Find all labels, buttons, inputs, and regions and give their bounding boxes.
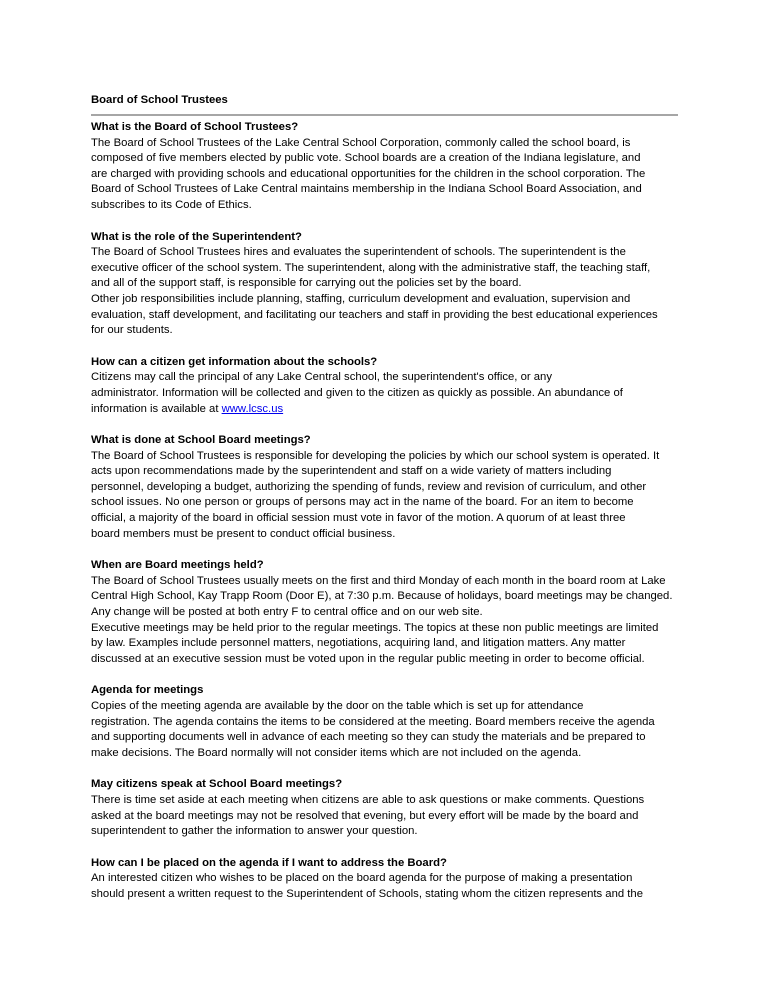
body-line: composed of five members elected by public vote. School boards are a creation of the Indiana legislature, and xyxy=(91,152,641,165)
section-body xyxy=(91,136,681,214)
body-line: Copies of the meeting agenda are available by the door on the table which is set up for attendance xyxy=(91,700,584,712)
section-superintendent-role xyxy=(91,230,681,339)
body-line: administrator. Information will be collected and given to the citizen as quickly as possible. An abundance of xyxy=(91,386,623,399)
body-line: The Board of School Trustees of the Lake Central School Corporation, commonly called the school board, is xyxy=(91,136,631,149)
body-line: and all of the support staff, is responsible for carrying out the policies set by the board. xyxy=(91,277,522,290)
body-line: board members must be present to conduct official business. xyxy=(91,527,396,540)
section-heading: How can a citizen get information about the schools? xyxy=(91,355,378,368)
body-line: Any change will be posted at both entry F to central office and on our web site. xyxy=(91,606,483,619)
section-body xyxy=(91,699,681,761)
body-line: asked at the board meetings may not be resolved that evening, but every effort will be made by the board and xyxy=(91,809,639,822)
body-line: acts upon recommendations made by the superintendent and staff on a wide variety of matters including xyxy=(91,465,612,478)
body-line: should present a written request to the Superintendent of Schools, stating whom the citizen represents and the xyxy=(91,887,643,900)
section-body xyxy=(91,245,681,339)
section-agenda-placement xyxy=(91,856,681,903)
section-meeting-agenda xyxy=(91,683,681,761)
body-line: Executive meetings may be held prior to the regular meetings. The topics at these non public meetings are limited xyxy=(91,621,659,634)
body-line: Central High School, Kay Trapp Room (Door E), at 7:30 p.m. Because of holidays, board meetings may be changed. xyxy=(91,590,673,603)
body-line: personnel, developing a budget, authorizing the spending of funds, review and revision of curriculum, and other xyxy=(91,480,647,493)
body-line: registration. The agenda contains the items to be considered at the meeting. Board members receive the agenda xyxy=(91,715,655,728)
body-line xyxy=(91,402,681,418)
body-line: The Board of School Trustees hires and evaluates the superintendent of schools. The superintendent is the xyxy=(91,246,626,259)
section-body xyxy=(91,793,681,840)
body-line: school issues. No one person or groups of persons may act in the name of the board. For an item to become xyxy=(91,496,634,509)
body-line: Other job responsibilities include planning, staffing, curriculum development and evaluation, supervision and xyxy=(91,292,631,305)
section-heading: May citizens speak at School Board meetings? xyxy=(91,778,343,791)
section-heading: What is the role of the Superintendent? xyxy=(91,230,302,243)
body-line: and supporting documents well in advance of each meeting so they can study the materials and be prepared to xyxy=(91,731,646,744)
section-citizen-information xyxy=(91,355,681,417)
body-line: Citizens may call the principal of any Lake Central school, the superintendent's office, or any xyxy=(91,371,552,384)
body-line: Board of School Trustees of Lake Central maintains membership in the Indiana School Board Association, and xyxy=(91,183,642,196)
section-heading: How can I be placed on the agenda if I want to address the Board? xyxy=(91,856,447,869)
section-heading: What is the Board of School Trustees? xyxy=(91,121,299,133)
section-heading: When are Board meetings held? xyxy=(91,559,264,572)
body-line: There is time set aside at each meeting when citizens are able to ask questions or make comments. Questions xyxy=(91,793,645,806)
section-heading: Agenda for meetings xyxy=(91,684,204,697)
body-line: The Board of School Trustees is responsible for developing the policies by which our school system is operated. It xyxy=(91,449,660,462)
section-citizens-speaking xyxy=(91,777,681,839)
website-link[interactable]: www.lcsc.us xyxy=(221,402,284,415)
section-meeting-schedule xyxy=(91,558,681,667)
body-line: The Board of School Trustees usually meets on the first and third Monday of each month in the board room at Lake xyxy=(91,574,666,587)
document-page xyxy=(91,92,681,919)
body-line: official, a majority of the board in official session must vote in favor of the motion. A quorum of at least three xyxy=(91,512,626,525)
body-line: superintendent to gather the information to answer your question. xyxy=(91,825,418,838)
body-line: for our students. xyxy=(91,324,173,337)
body-line: are charged with providing schools and educational opportunities for the children in the school corporation. The xyxy=(91,167,646,180)
body-line: subscribes to its Code of Ethics. xyxy=(91,198,252,211)
section-board-of-trustees xyxy=(91,120,681,214)
body-line: discussed at an executive session must be voted upon in the regular public meeting in order to become official. xyxy=(91,652,645,665)
body-line: evaluation, staff development, and facilitating our teachers and staff in providing the best educational experiences xyxy=(91,308,658,321)
body-line: executive officer of the school system. The superintendent, along with the administrative staff, the teaching staff, xyxy=(91,261,651,274)
body-line: An interested citizen who wishes to be placed on the board agenda for the purpose of making a presentation xyxy=(91,872,633,885)
section-board-meetings-purpose xyxy=(91,433,681,542)
section-body xyxy=(91,449,681,543)
section-body xyxy=(91,871,681,902)
section-body xyxy=(91,574,681,668)
title-divider xyxy=(91,114,678,116)
section-heading: What is done at School Board meetings? xyxy=(91,434,311,447)
body-line: make decisions. The Board normally will not consider items which are not included on the agenda. xyxy=(91,746,582,759)
section-body xyxy=(91,370,681,417)
body-line: by law. Examples include personnel matters, negotiations, acquiring land, and litigation matters. Any matter xyxy=(91,637,626,650)
link-prefix: information is available at xyxy=(91,402,222,415)
document-title: Board of School Trustees xyxy=(91,94,228,106)
